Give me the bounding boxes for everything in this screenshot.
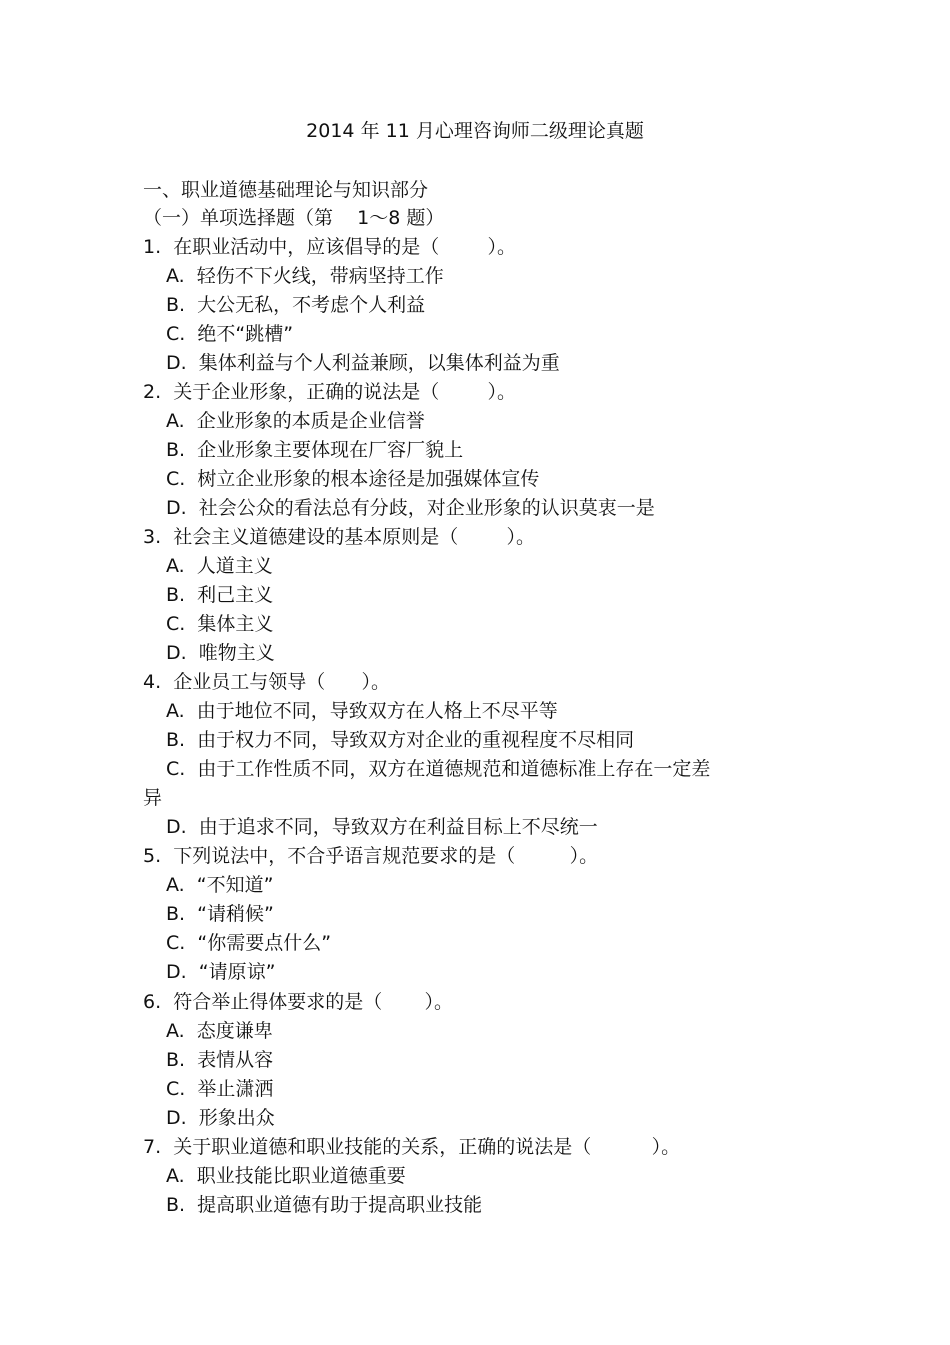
question-stem: 5. 下列说法中，不合乎语言规范要求的是（ ）。 [143,845,599,867]
question-option: C. “你需要点什么” [166,932,332,954]
question-option: B. 企业形象主要体现在厂容厂貌上 [166,439,464,461]
question-stem: 6. 符合举止得体要求的是（ ）。 [143,991,453,1013]
question-option: A. 轻伤不下火线，带病坚持工作 [166,265,444,287]
question-option: A. 企业形象的本质是企业信誉 [166,410,425,432]
section-heading: 一、职业道德基础理论与知识部分 [143,179,429,201]
question-stem: 2. 关于企业形象，正确的说法是（ ）。 [143,381,517,403]
question-option: C. 集体主义 [166,613,274,635]
question-option: B. 大公无私，不考虑个人利益 [166,294,426,316]
question-option: A. 职业技能比职业道德重要 [166,1165,406,1187]
question-option: B. 提高职业道德有助于提高职业技能 [166,1194,483,1216]
question-option: D. 集体利益与个人利益兼顾，以集体利益为重 [166,352,560,374]
question-option: D. 唯物主义 [166,642,275,664]
question-option: B. 表情从容 [166,1049,274,1071]
question-option: D. 社会公众的看法总有分歧，对企业形象的认识莫衷一是 [166,497,655,519]
question-option: A. 态度谦卑 [166,1020,273,1042]
question-option: D. “请原谅” [166,961,276,983]
question-option: A. 由于地位不同，导致双方在人格上不尽平等 [166,700,558,722]
question-option: C. 由于工作性质不同，双方在道德规范和道德标准上存在一定差 [166,758,711,780]
document-title: 2014 年 11 月心理咨询师二级理论真题 [306,120,644,142]
question-option: C. 举止潇洒 [166,1078,274,1100]
question-stem: 1. 在职业活动中，应该倡导的是（ ）。 [143,236,517,258]
question-stem: 3. 社会主义道德建设的基本原则是（ ）。 [143,526,536,548]
question-option: D. 由于追求不同，导致双方在利益目标上不尽统一 [166,816,598,838]
question-option: C. 树立企业形象的根本途径是加强媒体宣传 [166,468,540,490]
question-stem: 4. 企业员工与领导（ ）。 [143,671,390,693]
question-option: D. 形象出众 [166,1107,275,1129]
question-option: B. 利己主义 [166,584,274,606]
question-option: B. “请稍候” [166,903,274,925]
question-option: C. 绝不“跳槽” [166,323,294,345]
question-option: B. 由于权力不同，导致双方对企业的重视程度不尽相同 [166,729,635,751]
question-option: A. “不知道” [166,874,274,896]
question-option: A. 人道主义 [166,555,273,577]
question-stem: 7. 关于职业道德和职业技能的关系，正确的说法是（ ）。 [143,1136,681,1158]
question-option-continuation: 异 [143,787,163,809]
subsection-heading: （一）单项选择题（第 1～8 题） [143,207,445,229]
